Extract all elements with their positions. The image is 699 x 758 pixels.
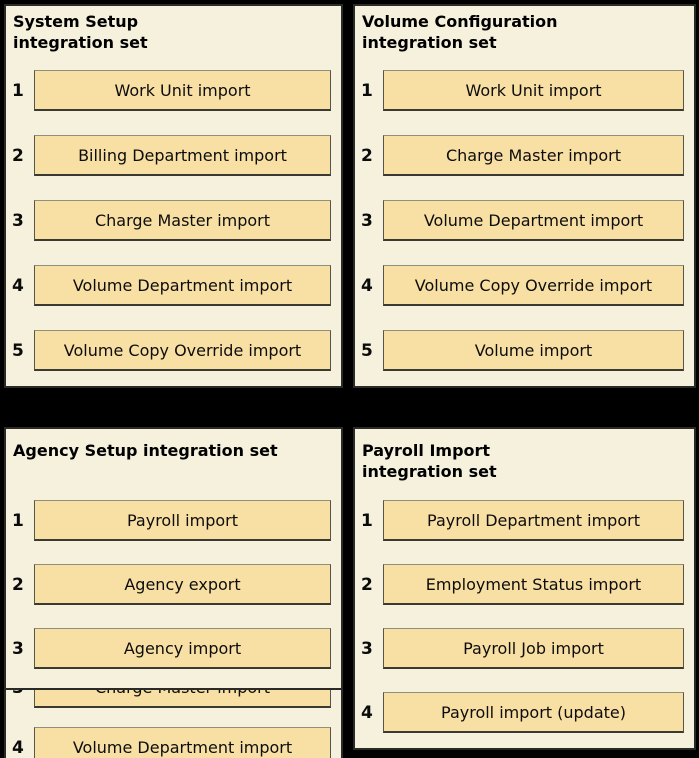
step-number: 1	[12, 80, 24, 101]
step-label: Billing Department import	[78, 145, 287, 165]
step-label: Volume Department import	[423, 210, 644, 230]
panel-title-line: Agency Setup integration set	[13, 441, 278, 460]
panel-title-line: integration set	[13, 33, 148, 52]
step-list	[12, 70, 331, 371]
integration-step-row	[12, 265, 331, 306]
step-box	[383, 564, 684, 605]
step-number: 5	[361, 340, 373, 361]
step-box	[34, 628, 331, 669]
panel-system-setup	[4, 4, 343, 388]
integration-step-row	[12, 628, 331, 669]
step-box	[34, 70, 331, 111]
step-number: 2	[361, 145, 373, 166]
step-number: 2	[361, 574, 373, 595]
panel-title	[13, 440, 278, 461]
integration-step-row	[361, 564, 684, 605]
step-number: 4	[12, 737, 24, 758]
step-number: 3	[361, 210, 373, 231]
step-label: Charge Master import	[94, 210, 271, 230]
step-number: 1	[361, 80, 373, 101]
step-box	[34, 727, 331, 758]
integration-step-row	[12, 727, 331, 758]
integration-step-row	[361, 135, 684, 176]
integration-step-row	[361, 692, 684, 733]
step-box	[383, 70, 684, 111]
step-label: Volume Department import	[72, 737, 293, 757]
step-box	[34, 200, 331, 241]
panel-title-line: Volume Configuration	[362, 12, 558, 31]
step-number: 2	[12, 574, 24, 595]
panel-title	[362, 11, 558, 53]
step-box	[34, 265, 331, 306]
step-box	[34, 564, 331, 605]
integration-step-row	[12, 200, 331, 241]
panel-payroll-import	[353, 427, 696, 750]
step-label: Payroll Department import	[427, 510, 640, 530]
integration-step-row	[361, 265, 684, 306]
step-label: Volume Copy Override import	[414, 275, 653, 295]
panel-title-line: integration set	[362, 462, 497, 481]
step-label: Payroll Job import	[463, 638, 604, 658]
step-label: Work Unit import	[465, 80, 602, 100]
integration-step-row	[12, 564, 331, 605]
panel-agency-setup	[4, 427, 343, 690]
step-number: 3	[361, 638, 373, 659]
integration-step-row	[12, 135, 331, 176]
step-box	[34, 135, 331, 176]
step-label: Volume Department import	[72, 275, 293, 295]
panel-title	[362, 440, 497, 482]
step-label: Work Unit import	[114, 80, 251, 100]
step-box	[383, 200, 684, 241]
panel-title	[13, 11, 148, 53]
step-label: Agency export	[124, 574, 241, 594]
step-number: 1	[361, 510, 373, 531]
integration-step-row	[12, 70, 331, 111]
step-box	[383, 265, 684, 306]
step-label: Employment Status import	[425, 574, 642, 594]
step-number: 4	[12, 275, 24, 296]
step-number: 3	[12, 638, 24, 659]
step-box	[383, 628, 684, 669]
integration-step-row	[12, 330, 331, 371]
step-box	[383, 330, 684, 371]
step-number: 4	[361, 275, 373, 296]
step-box	[34, 330, 331, 371]
step-label: Agency import	[123, 638, 242, 658]
step-number: 4	[361, 702, 373, 723]
step-number: 5	[12, 340, 24, 361]
step-label: Volume Copy Override import	[63, 340, 302, 360]
step-list	[361, 70, 684, 371]
integration-step-row	[361, 500, 684, 541]
integration-step-row	[361, 200, 684, 241]
step-label: Charge Master import	[445, 145, 622, 165]
integration-step-row	[361, 70, 684, 111]
panel-volume-configuration	[353, 4, 696, 388]
step-label: Payroll import (update)	[441, 702, 626, 722]
step-label: Payroll import	[126, 510, 239, 530]
step-box	[383, 500, 684, 541]
step-number: 2	[12, 145, 24, 166]
panel-title-line: Payroll Import	[362, 441, 491, 460]
step-box	[383, 135, 684, 176]
step-list	[361, 500, 684, 733]
step-label: Volume import	[474, 340, 593, 360]
step-box	[383, 692, 684, 733]
integration-step-row	[12, 500, 331, 541]
panel-title-line: integration set	[362, 33, 497, 52]
step-number: 1	[12, 510, 24, 531]
step-list	[12, 500, 331, 669]
step-number: 3	[12, 210, 24, 231]
panel-title-line: System Setup	[13, 12, 139, 31]
step-box	[34, 500, 331, 541]
integration-step-row	[361, 628, 684, 669]
integration-step-row	[361, 330, 684, 371]
